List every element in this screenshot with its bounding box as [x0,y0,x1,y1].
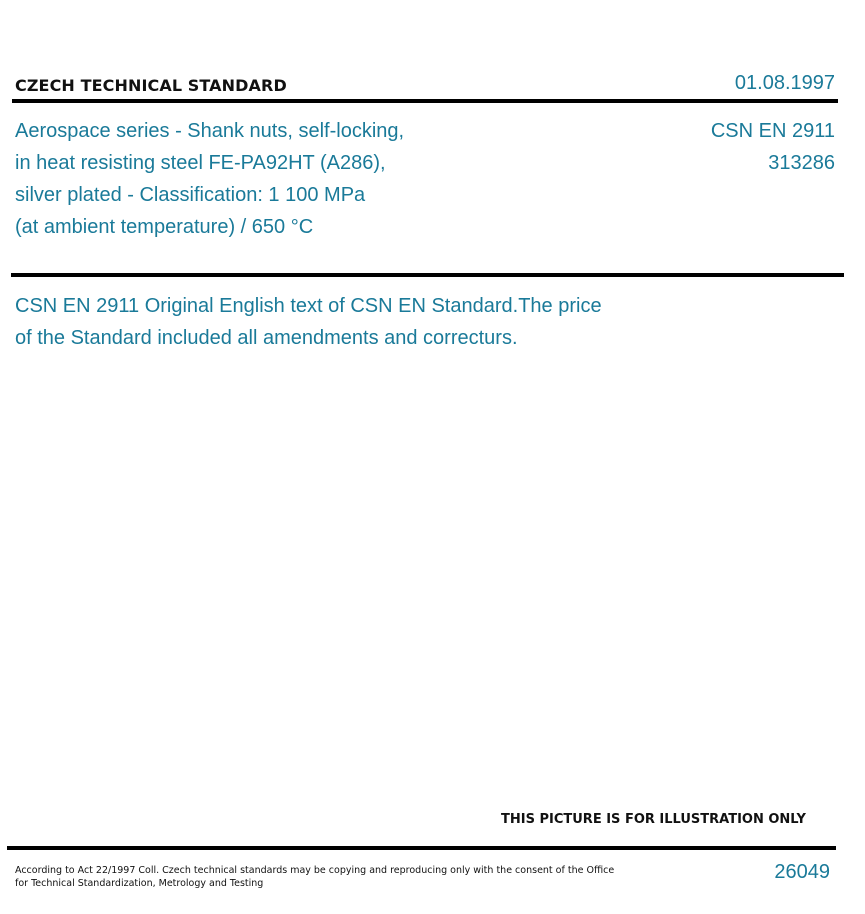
standard-description [15,290,602,354]
top-divider [12,99,838,103]
bottom-divider [7,846,836,850]
legal-line: for Technical Standardization, Metrology and Testing [15,878,264,889]
legal-notice [15,864,614,890]
illustration-disclaimer: THIS PICTURE IS FOR ILLUSTRATION ONLY [501,812,806,827]
title-line: Aerospace series - Shank nuts, self-locking, [15,120,405,142]
middle-divider [11,273,844,277]
legal-line: According to Act 22/1997 Coll. Czech technical standards may be copying and reproducing only with the consent of the Office [15,865,615,876]
standard-identifiers [711,115,835,179]
description-line: of the Standard included all amendments and correcturs. [15,327,518,349]
publication-date: 01.08.1997 [734,72,835,94]
catalog-number: 313286 [768,152,835,174]
title-line: silver plated - Classification: 1 100 MPa [15,184,366,206]
document-category: CZECH TECHNICAL STANDARD [15,76,287,95]
standard-number: CSN EN 2911 [710,120,835,142]
description-line: CSN EN 2911 Original English text of CSN EN Standard.The price [15,295,602,317]
standard-title [15,115,404,243]
title-line: in heat resisting steel FE-PA92HT (A286), [15,152,386,174]
title-line: (at ambient temperature) / 650 °C [15,216,314,238]
document-code: 26049 [774,861,830,883]
